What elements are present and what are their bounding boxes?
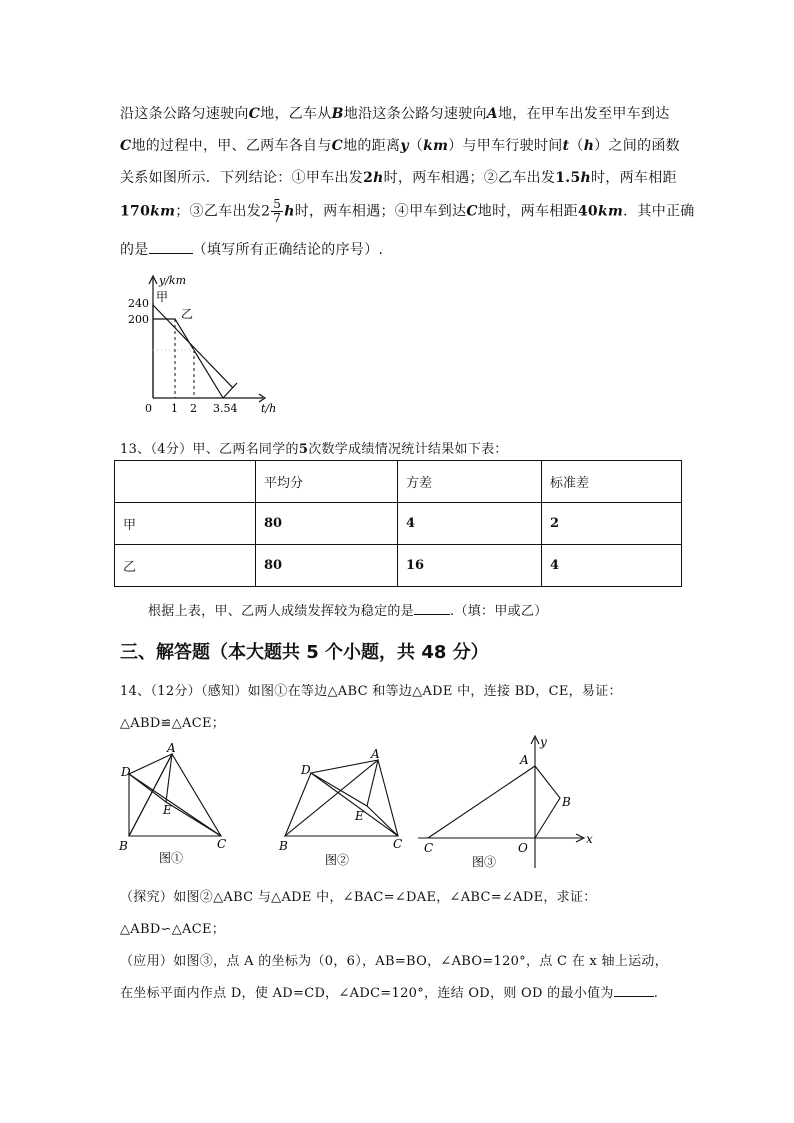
- svg-text:A: A: [167, 741, 176, 755]
- svg-text:E: E: [355, 809, 364, 823]
- table-cell: 乙: [115, 545, 256, 587]
- table-cell: 甲: [115, 503, 256, 545]
- p13-prompt: 13、（4分）甲、乙两名同学的5次数学成绩情况统计结果如下表：: [120, 442, 508, 457]
- fig2-triangle-ade: [311, 760, 378, 806]
- x-tick-354: 3.54: [213, 402, 238, 415]
- fraction-5-7: $\frac{5}{7}$: [273, 197, 282, 225]
- y-axis-label: y/km: [159, 274, 187, 287]
- section-title: 三、解答题（本大题共 5 个小题，共 48 分）: [120, 642, 489, 663]
- figure-1: [115, 740, 235, 868]
- answer-blank-13[interactable]: [414, 614, 450, 615]
- p12-line-3: 关系如图所示．下列结论：①甲车出发2h时，两车相遇；②乙车出发1.5h时，两车相距: [120, 170, 677, 186]
- p12-line-5: 的是 （填写所有正确结论的序号）.: [120, 242, 384, 258]
- svg-text:D: D: [301, 763, 311, 777]
- fig1-triangle-abc: [129, 754, 221, 836]
- svg-text:A: A: [520, 753, 529, 767]
- table-header-cell: 方差: [398, 461, 542, 503]
- svg-text:O: O: [518, 841, 528, 855]
- fig3-abo: [535, 766, 560, 838]
- table-row: [115, 545, 682, 587]
- svg-text:B: B: [119, 839, 128, 853]
- svg-text:A: A: [371, 747, 380, 761]
- table-row: [115, 503, 682, 545]
- p14-apply-2: 在坐标平面内作点 D，使 AD=CD，∠ADC=120°，连结 OD，则 OD 的最小值为 .: [120, 986, 659, 1001]
- y-tick-200: 200: [128, 313, 149, 326]
- table-cell: 80: [256, 503, 398, 545]
- p14-explore: （探究）如图②△ABC 与△ADE 中，∠BAC=∠DAE，∠ABC=∠ADE，求证：: [120, 890, 597, 905]
- table-header-row: [115, 461, 682, 503]
- table-cell: 16: [398, 545, 542, 587]
- x-tick-1: 1: [171, 402, 178, 415]
- p12-line-4: 170km；③乙车出发2 $\frac{5}{7}$ h时，两车相遇；④甲车到达C地时，两车相距40km．其中正确: [120, 197, 695, 225]
- p14-intro-2: △ABD≌△ACE；: [120, 716, 226, 731]
- svg-text:x: x: [586, 832, 593, 846]
- yi-line: [153, 319, 223, 398]
- p12-line-2: C地的过程中，甲、乙两车各自与C地的距离y（km）与甲车行驶时间t（h）之间的函数: [120, 138, 680, 154]
- table-header-cell: 标准差: [542, 461, 682, 503]
- p13-question: 根据上表，甲、乙两人成绩发挥较为稳定的是 .（填：甲或乙）: [148, 604, 548, 619]
- score-stats-table: [114, 460, 682, 587]
- p14-explore-2: △ABD∽△ACE；: [120, 922, 226, 937]
- svg-text:C: C: [393, 837, 403, 851]
- figure-3: [410, 728, 600, 872]
- fig3-segment-ca: [428, 766, 535, 838]
- svg-text:D: D: [121, 765, 131, 779]
- fig1-caption: 图①: [159, 851, 184, 865]
- table-cell: 80: [256, 545, 398, 587]
- distance-time-graph: [125, 270, 285, 420]
- p14-intro: 14、（12分）（感知）如图①在等边△ABC 和等边△ADE 中，连接 BD，CE，易证：: [120, 684, 622, 699]
- answer-blank-12[interactable]: [149, 253, 193, 254]
- svg-text:B: B: [279, 839, 288, 853]
- x-tick-0: 0: [145, 402, 152, 415]
- answer-blank-14[interactable]: [614, 996, 654, 997]
- table-header-cell: 平均分: [256, 461, 398, 503]
- figure-2: [275, 740, 415, 868]
- table-cell: 4: [542, 545, 682, 587]
- fig2-caption: 图②: [325, 853, 350, 867]
- svg-text:C: C: [217, 837, 227, 851]
- x-axis-label: t/h: [261, 402, 277, 415]
- yi-label: 乙: [181, 307, 194, 321]
- p14-apply: （应用）如图③，点 A 的坐标为（0，6），AB=BO，∠ABO=120°，点 C 在 x 轴上运动，: [120, 954, 669, 969]
- x-tick-2: 2: [190, 402, 197, 415]
- svg-text:B: B: [562, 795, 571, 809]
- svg-text:C: C: [424, 841, 434, 855]
- svg-text:E: E: [163, 803, 172, 817]
- table-cell: 2: [542, 503, 682, 545]
- jia-label: 甲: [156, 290, 169, 304]
- y-tick-240: 240: [128, 297, 149, 310]
- table-header-cell: [115, 461, 256, 503]
- p12-line-1: 沿这条公路匀速驶向C地，乙车从B地沿这条公路匀速驶向A地，在甲车出发至甲车到达: [120, 106, 670, 122]
- table-cell: 4: [398, 503, 542, 545]
- fig3-caption: 图③: [472, 855, 497, 869]
- svg-text:y: y: [540, 735, 547, 749]
